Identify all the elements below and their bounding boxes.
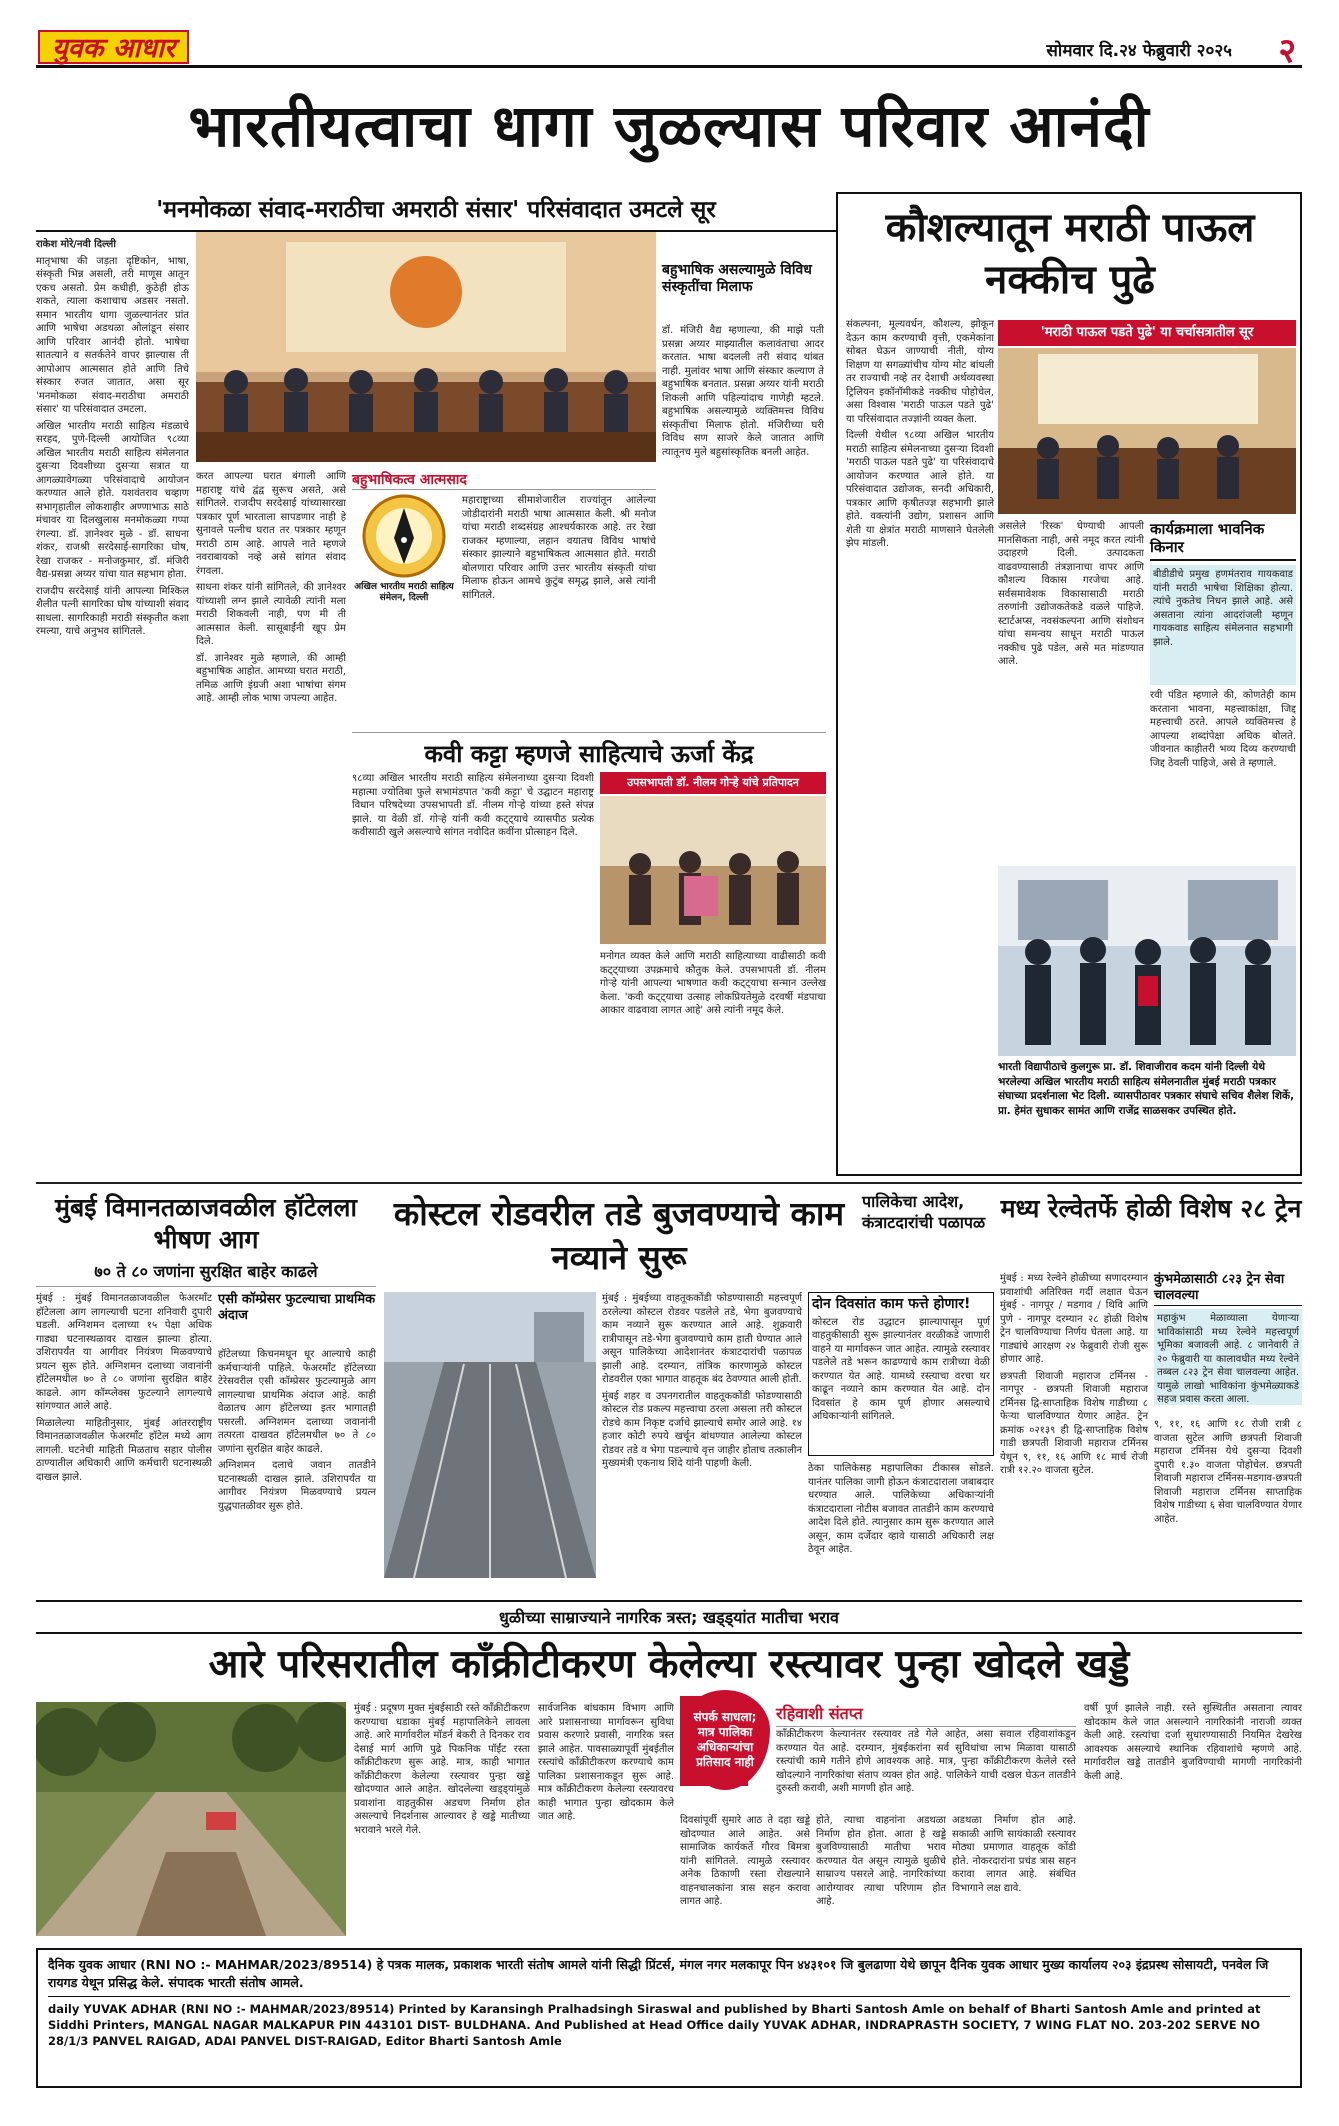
story7-col5: अडथळा निर्माण होत आहे. सकाळी आणि सायंकाळी रस्त्यावर मोठ्या प्रमाणात वाहतूक कोंडी होते. नोकरदारांना प्रचंड त्रास सहन करावा लागत आहे. संबंधित विभागाने लक्ष द्यावे. [952, 1815, 1076, 1894]
story1-para1: मातृभाषा की जड़ता दृष्टिकोन, भाषा, संस्कृती भिन्न असली, तरी माणूस आतून एकच असतो. प्रेम कधीही, कुठेही होऊ शकते, त्याला कशाचाच अडसर नसतो. समान भारतीय धागा जुळल्यानंतर प्रांत आणि भाषेचा अडथळा ओलांडून संसार आणि परिवार आनंदी होतो. भाषेचा सातत्याने व सतर्कतेने वापर झाल्यास ती आपोआप आत्मसात होते आणि तिचे संस्कार रुजत जातात, असा सूर 'मनमोकळा संवाद-मराठीचा अमराठी संसार' या परिसंवादात उमटला. [36, 255, 189, 415]
story2-col1 [846, 318, 994, 1168]
story4-headline: मुंबई विमानतळाजवळील हॉटेलला भीषण आग [55, 1193, 357, 1254]
story5-para2: मुंबई शहर व उपनगरातील वाहतूककोंडी फोडण्यासाठी कोस्टल रोड प्रकल्प महत्त्वाचा ठरला असला तरी कोस्टल रोडचे काम निकृष्ट दर्जाचे झाल्याचे समोर आले आहे. १४ हजार कोटी रुपये खर्चून बांधण्यात आलेल्या कोस्टल रोडवर तडे व भेगा पडल्याचे वृत्त जाहीर होताच तत्कालीन मुख्यमंत्री एकनाथ शिंदे यांनी पाहणी केली. [602, 1390, 802, 1469]
story1-subhead1-text: डॉ. मंजिरी वैद्य म्हणाल्या, की माझे पती प्रसन्ना अय्यर माझ्यातील कलावंताचा आदर करतात. भाषा बदलली तरी संवाद थांबत नाही. मुलांवर भाषा आणि संस्कार कल्याण ते बहुभाषिक बनतात. प्रसन्ना अय्यर यांनी मराठी शिकली आणि पहिल्यांदाच गाणेही म्हटले. बहुभाषिक असल्यामुळे व्यक्तिमत्त्व विविध संस्कृतींचा मिलाफ होतो. मंजिरीच्या घरी विविध सण साजरे केले जातात आणि त्यातूनच मुले बहुसांस्कृतिक बनली आहेत. [662, 325, 824, 458]
story5-photo [384, 1292, 596, 1578]
story7-headline: आरे परिसरातील काँक्रीटीकरण केलेल्या रस्त्यावर पुन्हा खोदले खड्डे [208, 1642, 1130, 1687]
main-headline: भारतीयत्वाचा धागा जुळल्यास परिवार आनंदी [188, 92, 1150, 160]
story5-col2: ठेका पालिकेसह महापालिका टीकास्त्र सोडले. यानंतर पालिका जागी होऊन कंत्राटदाराला जबाबदार धरण्यात आले. पालिकेच्या अधिकाऱ्यांनी कंत्राटदाराला नोटीस बजावत तातडीने काम करण्याचे आदेश दिले होते. त्यानुसार काम सुरू करण्यात आले असून, काम दर्जेदार व्हावे यासाठी अधिकारी लक्ष ठेवून आहेत. [808, 1463, 994, 1555]
footer-marathi: दैनिक युवक आधार (RNI NO :- MAHMAR/2023/89514) हे पत्रक मालक, प्रकाशक भारती संतोष आमले यांनी सिद्धी प्रिंटर्स, मंगल नगर मलकापूर पिन ४४३१०१ जि बुलढाणा येथे छापून दैनिक युवक आधार मुख्य कार्यालय २०३ इंद्रप्रस्थ सोसायटी, पनवेल जि रायगड येथून प्रसिद्ध केले. संपादक भारती संतोष आमले. [48, 1956, 1290, 1997]
story2-sidebar-text: बीडीडीचे प्रमुख हणमंतराव गायकवाड यांनी मराठी भाषेचा शिक्षिका होत्या. त्यांचे नुकतेच निधन झाले आहे. असे असताना त्यांना आदरांजली म्हणून गायकवाड साहित्य संमेलनात सहभागी झाले. [1150, 565, 1296, 685]
story2-col2: असलेले 'रिस्क' घेण्याची आपली मानसिकता नाही, असे नमूद करत त्यांनी उदाहरणे दिली. उत्पादकता वाढवण्यासाठी तंत्रज्ञानाचा वापर आणि कौशल्य विकास गरजेचा आहे. सर्वसमावेशक विकासासाठी मराठी तरुणांनी उद्योजकतेकडे वळले पाहिजे. स्टार्टअप्स, नवसंकल्पना आणि संशोधन यांचा समन्वय साधून मराठी पाऊल नक्कीच पुढे पडेल, असे मत मांडण्यात आले. [998, 521, 1144, 667]
story6-headline: मध्य रेल्वेतर्फे होळी विशेष २८ ट्रेन [1000, 1194, 1302, 1223]
story2-photo-top [998, 348, 1296, 514]
story2-sidebar-title: कार्यक्रमाला भावनिक किनार [1150, 520, 1296, 561]
story7-sub-text: काँक्रीटीकरण केल्यानंतर रस्त्यावर तडे गेले आहेत, असा सवाल रहिवाशांकडून करण्यात येत आहे. दरम्यान, मुंबईकरांना सर्व सुविधांचा लाभ मिळावा यासाठी रस्त्यांची कामे गतीने होणे आवश्यक आहे. मात्र, पुन्हा काँक्रीटीकरण केलेले रस्ते खोदल्याने नागरिकांचा संताप व्यक्त होत आहे. पालिकेने याची दखल घेऊन तातडीने दुरुस्ती करावी, अशी मागणी होत आहे. [776, 1729, 1076, 1794]
story1-subhead2: बहुभाषिकत्व आत्मसाद [352, 470, 656, 490]
story2-headline: कौशल्यातून मराठी पाऊल नक्कीच पुढे [885, 205, 1255, 303]
panel-discussion-image [998, 348, 1296, 514]
story1-col2 [196, 470, 346, 1176]
divider-1 [36, 1182, 1302, 1184]
story7-col2: सार्वजनिक बांधकाम विभाग आणि आरे प्रशासनाच्या मार्गावरून सुविधा प्रवास करणारे प्रवासी, नागरिक त्रस्त झाले आहेत. पावसाळ्यापूर्वी मुंबईतील रस्त्यांचे काँक्रीटीकरण करण्याचे काम पालिका प्रशासनाकडून सुरू आहे. मात्र काँक्रीटीकरण केलेल्या रस्त्यावरच काही भागात पुन्हा खोदकाम केले जात आहे. [538, 1703, 674, 1822]
story2-kicker-text: 'मराठी पाऊल पडते पुढे' या चर्चासत्रातील सूर [1040, 325, 1254, 340]
story5-box-text: कोस्टल रोड उद्धाटन झाल्यापासून पूर्ण वाहतुकीसाठी सुरू झाल्यानंतर वरळीकडे जाणारी वाहने या मार्गावरून जात आहेत. त्यामुळे रस्त्यावर पडलेले तडे भरून काढण्याचे काम रात्रीच्या वेळी करण्यात येत आहे. यामध्ये रस्त्याचा वरचा थर काढून नव्याने काम करण्यात येत आहे. दोन दिवसांत हे काम पूर्ण होणार असल्याचे अधिकाऱ्यांनी सांगितले. [812, 1316, 990, 1423]
story1-photo [196, 232, 656, 462]
story1-para3: राजदीप सरदेसाई यांनी आपल्या मिश्किल शैलीत पत्नी सागरिका घोष यांच्याशी संवाद साधला. सागरिकाही मराठी संस्कृतीत कशा रमल्या, याचे अनुभव सांगितले. [36, 585, 189, 637]
story2-photo-caption: भारती विद्यापीठाचे कुलगुरू प्रा. डॉ. शिवाजीराव कदम यांनी दिल्ली येथे भरलेल्या अखिल भारतीय मराठी साहित्य संमेलनातील मुंबई मराठी पत्रकार संघाच्या प्रदर्शनाला भेट दिली. व्यासपीठावर पत्रकार संघाचे सचिव शैलेश शिर्के, प्रा. हेमंत सुधाकर सामंत आणि राजेंद्र साळसकर उपस्थित होते. [998, 1061, 1295, 1118]
kavi-katta-inauguration-image [600, 796, 826, 944]
story3-photo [600, 796, 826, 944]
pen-nib-emblem-icon [362, 494, 446, 578]
story1-col2-para1: करत आपल्या घरात बंगाली आणि महाराष्ट्र यांचे द्वंद्व सुरूच असते, असे सांगितले. राजदीप सरदेसाई यांच्यासारखा पत्रकार पूर्ण भारताला सापडणार नाही हे सुनावले पत्नीच घरात तर पत्रकार म्हणून मराठी ठाम आहे. आपले नाते म्हणजे नवराबायको नव्हे असे सांगत संवाद रंगवला. [196, 471, 346, 577]
story6-col2: ९, ११, १६ आणि १८ रोजी रात्री ८ वाजता सुटेल आणि छत्रपती शिवाजी महाराज टर्मिनस येथे दुसऱ्या दिवशी दुपारी १.३० वाजता पोहोचेल. छत्रपती शिवाजी महाराज टर्मिनस-मडगाव-छत्रपती शिवाजी महाराज टर्मिनस साप्ताहिक विशेष गाडीच्या ६ सेवा चालविण्यात येणार आहेत. [1154, 1419, 1302, 1525]
masthead [36, 30, 1302, 71]
story2-sidebar [1150, 520, 1296, 860]
story5-col1 [602, 1292, 802, 1588]
story1-subhead2-text: महाराष्ट्राच्या सीमाशेजारील राज्यांतून आलेल्या जोडीदारांनी मराठी भाषा आत्मसात केली. श्री मनोज यांचा मराठी शब्दसंग्रह आश्चर्यकारक आहे. तर रेखा राजकर म्हणाल्या, लहान वयातच विविध भाषांचे संस्कार झाल्याने बहुभाषिकत्व आत्मसात होते. मराठी बोलणारा परिवार आणि उत्तर भारतीय संस्कृती यांचा मिलाफ होऊन आमचे कुटुंब समृद्ध झाले, असे त्यांनी सांगितले. [462, 495, 656, 601]
story3-col1: ९८व्या अखिल भारतीय मराठी साहित्य संमेलनाच्या दुसऱ्या दिवशी महात्मा ज्योतिबा फुले सभामंडपात 'कवी कट्टा' चे उद्घाटन महाराष्ट्र विधान परिषदेच्या उपसभापती डॉ. नीलम गोऱ्हे यांच्या हस्ते संपन्न झाले. या वेळी डॉ. गोऱ्हे यांनी कवी कट्ट्याचे व्यासपीठ प्रत्येक कवीसाठी खुले असल्याचे सांगत नवोदित कवींना प्रोत्साहन दिले. [352, 773, 594, 838]
story1-col2-para2: साधना शंकर यांनी सांगितले, की ज्ञानेश्वर यांच्याशी लग्न झाले त्यावेळी त्यांनी मला मराठी शिकवली नाही, पण मी ती आत्मसात केली. सासूबाईंनी खूप प्रेम दिले. [196, 582, 346, 647]
story4-col2 [218, 1348, 376, 1588]
story4-kicker: ७० ते ८० जणांना सुरक्षित बाहेर काढले [36, 1260, 376, 1287]
sammelan-logo-caption: अखिल भारतीय मराठी साहित्य संमेलन, दिल्ली [354, 582, 454, 603]
story7-col1: मुंबई : प्रदूषण मुक्त मुंबईसाठी रस्ते काँक्रीटीकरण करण्याचा धडाका मुंबई महापालिकेने लावला आहे. आरे मार्गावरील मॉडर्न बेकरी ते दिनकर राव देसाई मार्ग आणि पुढे पिकनिक पॉईंट रस्ता काँक्रीटीकरण सुरू आहे. मात्र, काही भागात काँक्रीटीकरण केलेल्या रस्त्यावर पुन्हा खड्डे खोदण्यात आले आहेत. खोदलेल्या खड्ड्यांमुळे प्रवाशांना वाहतुकीस अडचण निर्माण होत असल्याचे निदर्शनास आल्यावर हे खड्डे मातीच्या भरावाने भरले गेले. [354, 1703, 530, 1836]
story6-para2: छत्रपती शिवाजी महाराज टर्मिनस - नागपूर - छत्रपती शिवाजी महाराज टर्मिनस द्वि-साप्ताहिक विशेष गाडीच्या ८ फेऱ्या चालविण्यात येणार आहेत. ट्रेन क्रमांक ०२१३९ ही द्वि-साप्ताहिक विशेष गाडी छत्रपती शिवाजी महाराज टर्मिनस येथून ९, ११, १६ आणि १८ मार्च रोजी रात्री १२.२० वाजता सुटेल. [1000, 1370, 1148, 1476]
story2-para2: दिल्ली येथील ९८व्या अखिल भारतीय मराठी साहित्य संमेलनाच्या दुसऱ्या दिवशी 'मराठी पाऊल पडते पुढे' या परिसंवादाचे आयोजन करण्यात आले होते. या परिसंवादात उद्योजक, सनदी अधिकारी, पत्रकार आणि कृषीतज्ज्ञ सहभागी झाले होते. वक्त्यांनी उद्योग, प्रशासन आणि शेती या क्षेत्रांत मराठी माणसाने घेतलेली झेप मांडली. [846, 430, 994, 549]
story7-subhead: रहिवाशी संतप्त [776, 1702, 1076, 1727]
story1-col2-para3: डॉ. ज्ञानेश्वर मुळे म्हणाले, की आम्ही बहुभाषिक आहोत. आमच्या घरात मराठी, तमिळ आणि इंग्रजी अशा भाषांचा संगम आहे. आम्ही लोक भाषा जपल्या आहेत. [196, 652, 346, 704]
story7-red-box-text: संपर्क साधला; मात्र पालिका अधिकाऱ्यांचा प्रतिसाद नाही [693, 1710, 757, 1769]
story2-photo-bottom [998, 866, 1296, 1056]
story3-headline: कवी कट्टा म्हणजे साहित्याचे ऊर्जा केंद्र [352, 732, 826, 770]
story4-para2: मिळालेल्या माहितीनुसार, मुंबई आंतरराष्ट्रीय विमानतळाजवळील फेअरमाँट हॉटेल मध्ये आग लागली. घटनेची माहिती मिळताच सहार पोलीस ठाण्यातील अधिकारी आणि कर्मचारी घटनास्थळी दाखल झाले. [36, 1417, 212, 1483]
page-number: २ [1278, 31, 1296, 71]
conference-panel-image [196, 232, 656, 462]
story2-para1: संकल्पना, मूल्यवर्धन, कौशल्य, झोकून देऊन काम करण्याची वृत्ती, एकमेकांना सोबत घेऊन जाण्याची नीती, योग्य शिक्षण या सगळ्यांचीच योग्य मोट बांधली तर राज्याची नव्हे तर देशाची अर्थव्यवस्था ट्रिलियन इकॉनॉमीकडे नक्कीच पोहोचेल, असा विश्वास 'मराठी पाऊल पडते पुढे' या परिसंवादात तज्ज्ञांनी व्यक्त केला. [846, 319, 994, 425]
story6-sidebar [1154, 1272, 1302, 1412]
story1-para2: अखिल भारतीय मराठी साहित्य मंडळाचे सरहद, पुणे-दिल्ली आयोजित ९८व्या अखिल भारतीय मराठी साहित्य संमेलनात दुसऱ्या दिवशीच्या दुसऱ्या सत्रात या आगळ्यावेगळ्या परिसंवादाचे आयोजन करण्यात आले होते. यशवंतराव चव्हाण सभागृहातील लोकशाहीर अण्णाभाऊ साठे मंचावर या दिलखुलास मनमोकळ्या गप्पा रंगल्या. डॉ. ज्ञानेश्वर मुळे - डॉ. साधना शंकर, राजश्री सरदेसाई-सागरिका घोष, रेखा राजकर - मनोजकुमार, डॉ. मंजिरी वैद्य-प्रसन्ना अय्यर यांचा यात सहभाग होता. [36, 420, 189, 580]
story7-photo [36, 1702, 346, 1936]
story1-col1 [36, 238, 189, 1176]
aarey-road-image [36, 1702, 346, 1936]
story1-subhead1: बहुभाषिक असल्यामुळे विविध संस्कृतींचा मिलाफ [662, 262, 812, 295]
story5-para1: मुंबई : मुंबईच्या वाहतूककोंडी फोडण्यासाठी महत्त्वपूर्ण ठरलेल्या कोस्टल रोडवर पडलेले तडे, भेगा बुजवण्याचे काम नव्याने सुरू करण्यात आले आहे. शुक्रवारी रात्रीपासून तडे-भेगा बुजवण्याचे काम हाती घेण्यात आले असून पालिकेच्या आदेशानंतर कंत्राटदारांची पळापळ झाली आहे. दरम्यान, तांत्रिक कारणामुळे कोस्टल रोडवरील एका भागात वाहतूक बंद ठेवण्यात आली होती. [602, 1293, 802, 1385]
band-headline: धुळीच्या साम्राज्याने नागरिक त्रस्त; खड्ड्यांत मातीचा भराव [36, 1600, 1302, 1634]
issue-date: सोमवार दि.२४ फेब्रुवारी २०२५ [1046, 41, 1232, 61]
story6-sidebar-title: कुंभमेळासाठी ८२३ ट्रेन सेवा चालवल्या [1154, 1272, 1302, 1306]
story4-col1 [36, 1292, 212, 1588]
story7-col3: दिवसांपूर्वी सुमारे आठ ते दहा खड्डे खोदण्यात आले आहेत. असे सामाजिक कार्यकर्ते गौरव बिमत्रा यांनी सांगितले. त्यामुळे रस्त्यावर अनेक ठिकाणी रस्ता रोखल्याने वाहनचालकांना त्रास सहन करावा लागत आहे. [680, 1815, 810, 1907]
story1-kicker: 'मनमोकळा संवाद-मराठीचा अमराठी संसार' परिसंवादात उमटले सूर [36, 192, 836, 232]
story7-col4: होते, त्याचा वाहनांना अडथळा निर्माण होत होता. आता हे खड्डे बुजविण्यासाठी मातीचा भराव करण्यात येत असून त्यामुळे धुळीचे साम्राज्य पसरले आहे. नागरिकांच्या आरोग्यावर त्याचा परिणाम होत आहे. [816, 1815, 946, 1907]
story4-col2-para2: अग्निशमन दलाचे जवान तातडीने घटनास्थळी दाखल झाले. उशिरापर्यंत या आगीवर नियंत्रण मिळवण्याचे प्रयत्न युद्धपातळीवर सुरू होते. [218, 1460, 376, 1512]
story6-para1: मुंबई : मध्य रेल्वेने होळीच्या सणादरम्यान प्रवाशांची अतिरिक्त गर्दी लक्षात घेऊन मुंबई - नागपूर / मडगाव / थिवि आणि पुणे - नागपूर दरम्यान २८ होळी विशेष ट्रेन चालविण्याचा निर्णय घेतला आहे. या गाड्यांचे आरक्षण २४ फेब्रुवारी रोजी सुरू होणार आहे. [1000, 1273, 1148, 1365]
story4-subhead: एसी कॉम्प्रेसर फुटल्याचा प्राथमिक अंदाज [218, 1292, 376, 1324]
exhibition-visit-image [998, 866, 1296, 1056]
story5-headline: कोस्टल रोडवरील तडे बुजवण्याचे काम नव्याने सुरू [393, 1194, 845, 1277]
story2-kicker [998, 320, 1296, 346]
sammelan-logo [352, 494, 456, 614]
story7-col6: वर्षी पूर्ण झालेले नाही. रस्ते सुस्थितीत असताना त्यावर खोदकाम केले जात असल्याने नागरिकांनी नाराजी व्यक्त केली आहे. रस्त्यांचा दर्जा सुधारण्यासाठी नियमित देखरेख आवश्यक असल्याचे स्थानिक रहिवाशांचे म्हणणे आहे. मार्गावरील खड्डे तातडीने बुजविण्याची मागणी नागरिकांनी केली आहे. [1084, 1703, 1302, 1782]
story3-photo-caption [600, 772, 826, 794]
story5-side-note: पालिकेचा आदेश, कंत्राटदारांची पळापळ [862, 1192, 986, 1232]
footer [36, 1948, 1302, 2088]
story4-col2-para1: हॉटेलच्या किचनमधून धूर आल्याचे काही कर्मचाऱ्यांनी पाहिले. फेअरमाँट हॉटेलच्या टेरेसवरील एसी कॉम्प्रेसर फुटल्यामुळे आग लागल्याचा प्राथमिक अंदाज आहे. काही वेळातच आग हॉटेलच्या इतर भागातही पसरली. अग्निशमन दलाच्या जवानांनी तत्परता दाखवत हॉटेलमधील ७० ते ८० जणांना सुरक्षित बाहेर काढले. [218, 1349, 376, 1455]
footer-english: daily YUVAK ADHAR (RNI NO :- MAHMAR/2023/89514) Printed by Karansingh Pralhadsingh Siraswal and published by Bharti Santosh Amle on behalf of Bharti Santosh Amle and printed at Siddhi Printers, MANGAL NAGAR MALKAPUR PIN 443101 DIST- BULDHANA. And Published at Head Office daily YUVAK ADHAR, INDRAPRASTH SOCIETY, 7 WING FLAT NO. 203-202 SERVE NO 28/1/3 PANVEL RAIGAD, ADAI PANVEL DIST-RAIGAD, Editor Bharti Santosh Amle [48, 2002, 1261, 2049]
story2-sidebar-text2: रवी पंडित म्हणाले की, कोणतेही काम करताना भावना, महत्त्वाकांक्षा, जिद्द महत्त्वाची ठरते. आपले व्यक्तिमत्त्व हे आपल्या शब्दांपेक्षा अधिक बोलते. जीवनात काहीतरी भव्य दिव्य करण्याची जिद्द ठेवली पाहिजे, असे ते म्हणाले. [1150, 690, 1296, 769]
coastal-road-image [384, 1292, 596, 1578]
masthead-logo[interactable]: युवक आधार [38, 30, 189, 64]
story3-caption-text: उपसभापती डॉ. नीलम गोऱ्हे यांचे प्रतिपादन [627, 776, 799, 789]
story3-col2: मनोगत व्यक्त केले आणि मराठी साहित्याच्या वाढीसाठी कवी कट्ट्याच्या उपक्रमाचे कौतुक केले. उपसभापती डॉ. नीलम गोऱ्हे यांनी आपल्या भाषणात कवी कट्ट्याचा सन्मान उल्लेख केला. 'कवी कट्ट्याचा उत्साह लोकप्रियतेमुळे दरवर्षी मंडपाचा आकार वाढवावा लागत आहे' असे त्यांनी नमूद केले. [600, 951, 826, 1016]
story6-sidebar-text: महाकुंभ मेळाव्याला येणाऱ्या भाविकांसाठी मध्य रेल्वेने महत्त्वपूर्ण भूमिका बजावली आहे. ८ जानेवारी ते २० फेब्रुवारी या कालावधीत मध्य रेल्वेने तब्बल ८२३ ट्रेन सेवा चालवल्या आहेत. यामुळे लाखो भाविकांना कुंभमेळ्याकडे सहज प्रवास करता आला. [1154, 1309, 1302, 1405]
story5-box [808, 1292, 994, 1456]
story6-col1 [1000, 1272, 1148, 1588]
story1-byline: राकेश मोरे/नवी दिल्ली [36, 239, 116, 250]
story5-box-title: दोन दिवसांत काम फत्ते होणार! [812, 1296, 971, 1312]
story4-para1: मुंबई : मुंबई विमानतळाजवळील फेअरमाँट हॉटेलला आग लागल्याची घटना शनिवारी दुपारी घडली. अग्निशमन दलाच्या १५ पेक्षा अधिक गाड्या घटनास्थळावर दाखल झाल्या होत्या. उशिरापर्यंत या आगीवर नियंत्रण मिळवण्याचे प्रयत्न सुरू होते. अग्निशमन दलाच्या जवानांनी हॉटेलमधील ७० ते ८० जणांना सुरक्षित बाहेर काढले. आग कॉम्प्लेक्स फुटल्याने लागल्याचे सांगण्यात आले आहे. [36, 1293, 212, 1412]
